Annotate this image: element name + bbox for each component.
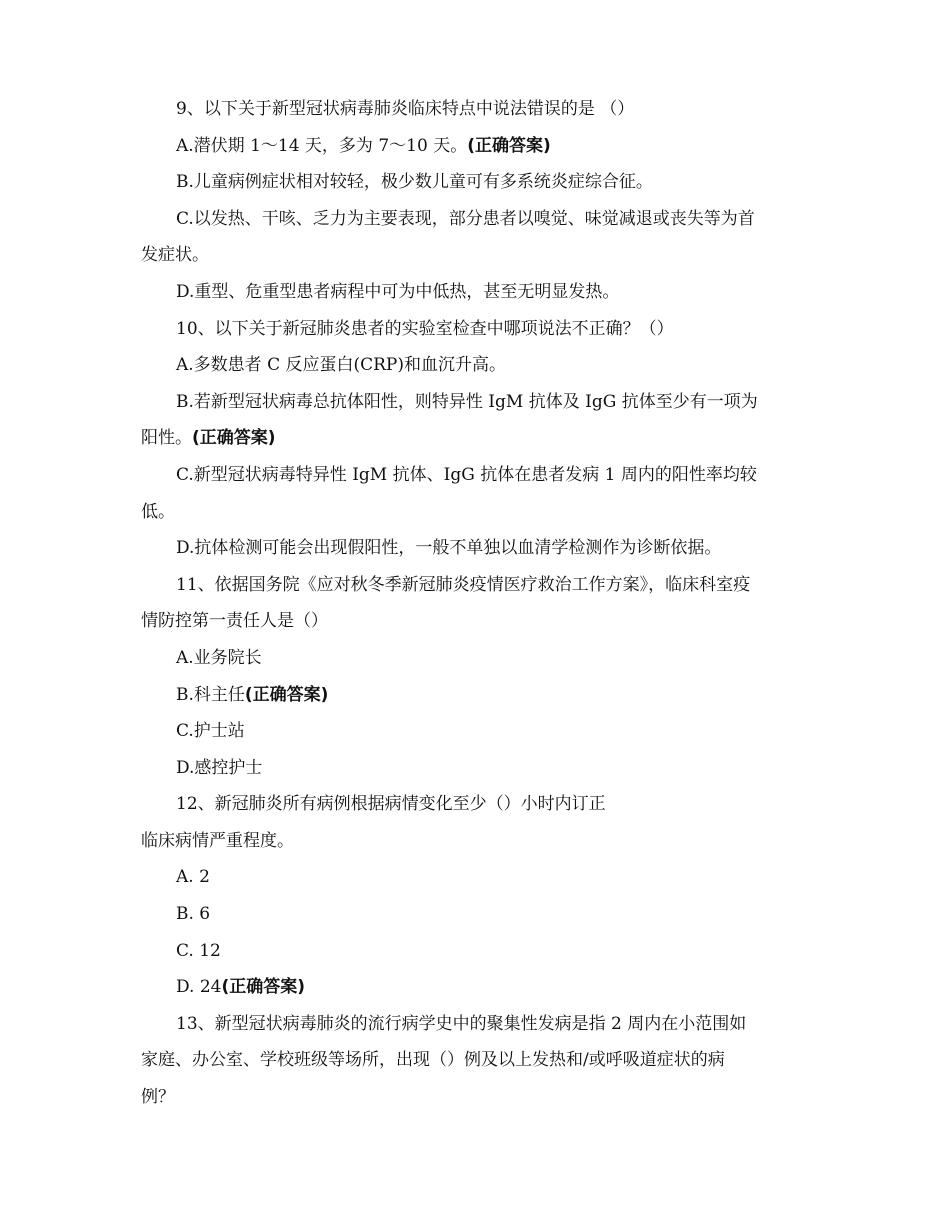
question-stem-line: 例？ — [141, 1087, 175, 1108]
correct-answer-tag: (正确答案) — [192, 428, 276, 449]
option-text: 发症状。 — [141, 245, 209, 266]
answer-option-line — [141, 859, 813, 896]
answer-option-line — [141, 750, 813, 787]
question-stem-line: 10、以下关于新冠肺炎患者的实验室检查中哪项说法不正确？（） — [176, 318, 674, 339]
option-text: A.潜伏期 1～14 天，多为 7～10 天。 — [176, 135, 468, 156]
question-stem-line: 情防控第一责任人是（） — [141, 611, 328, 632]
correct-answer-tag: (正确答案) — [244, 684, 329, 705]
answer-option-line — [141, 347, 813, 384]
correct-answer-tag: (正确答案) — [221, 977, 306, 998]
question-block — [141, 91, 813, 311]
answer-option-line — [141, 494, 813, 531]
option-text: C.新型冠状病毒特异性 IgM 抗体、IgG 抗体在患者发病 1 周内的阳性率均较 — [176, 464, 757, 485]
option-text: C.护士站 — [176, 721, 245, 742]
answer-option-line — [141, 457, 813, 494]
option-text: B.科主任 — [176, 684, 245, 705]
answer-option-line — [141, 896, 813, 933]
question-stem-line: 家庭、办公室、学校班级等场所，出现（）例及以上发热和/或呼吸道症状的病 — [141, 1050, 725, 1071]
answer-option-line — [141, 420, 813, 457]
answer-option-line — [141, 640, 813, 677]
answer-option-line — [141, 530, 813, 567]
answer-option-line — [141, 969, 813, 1006]
question-stem-line: 11、依据国务院《应对秋冬季新冠肺炎疫情医疗救治工作方案》，临床科室疫 — [176, 574, 751, 595]
option-text: 低。 — [141, 501, 175, 522]
option-text: A. 2 — [176, 867, 210, 888]
option-text: D.感控护士 — [176, 757, 263, 778]
answer-option-line — [141, 933, 813, 970]
correct-answer-tag: (正确答案) — [467, 135, 551, 156]
question-block — [141, 311, 813, 567]
answer-option-line — [141, 201, 813, 238]
question-stem-line: 9、以下关于新型冠状病毒肺炎临床特点中说法错误的是 （） — [176, 99, 635, 119]
answer-option-line — [141, 384, 813, 421]
option-text: 阳性。 — [141, 428, 192, 449]
question-block — [141, 786, 813, 1006]
option-text: D.抗体检测可能会出现假阳性，一般不单独以血清学检测作为诊断依据。 — [176, 538, 722, 559]
option-text: B. 6 — [176, 904, 211, 925]
option-text: D. 24 — [176, 977, 222, 998]
option-text: B.儿童病例症状相对较轻，极少数儿童可有多系统炎症综合征。 — [176, 172, 653, 193]
question-stem-line: 12、新冠肺炎所有病例根据病情变化至少（）小时内订正 — [176, 794, 606, 815]
question-list — [141, 91, 813, 1116]
option-text: D.重型、危重型患者病程中可为中低热，甚至无明显发热。 — [176, 281, 620, 302]
question-stem-line: 临床病情严重程度。 — [141, 830, 294, 851]
answer-option-line — [141, 677, 813, 714]
answer-option-line — [141, 274, 813, 311]
answer-option-line — [141, 713, 813, 750]
question-block — [141, 1006, 813, 1116]
answer-option-line — [141, 128, 813, 165]
option-text: A.多数患者 C 反应蛋白(CRP)和血沉升高。 — [176, 355, 507, 376]
answer-option-line — [141, 164, 813, 201]
option-text: C.以发热、干咳、乏力为主要表现，部分患者以嗅觉、味觉减退或丧失等为首 — [176, 208, 755, 229]
question-block — [141, 567, 813, 787]
option-text: C. 12 — [176, 940, 221, 961]
answer-option-line — [141, 237, 813, 274]
question-stem-line: 13、新型冠状病毒肺炎的流行病学史中的聚集性发病是指 2 周内在小范围如 — [176, 1013, 747, 1034]
option-text: A.业务院长 — [176, 647, 262, 668]
option-text: B.若新型冠状病毒总抗体阳性，则特异性 IgM 抗体及 IgG 抗体至少有一项为 — [176, 391, 758, 412]
